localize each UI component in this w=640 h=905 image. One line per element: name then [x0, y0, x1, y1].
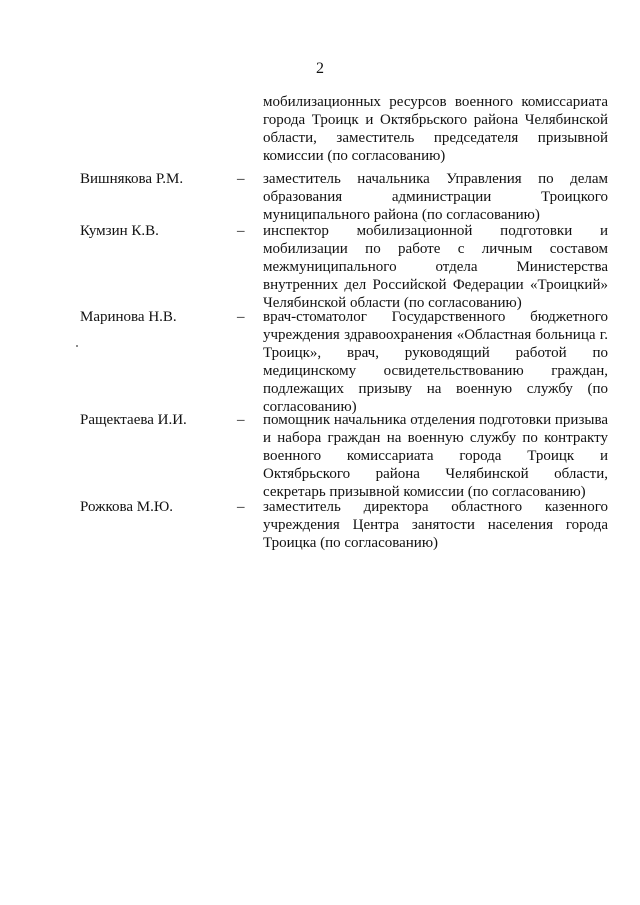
- member-name: Вишнякова Р.М.: [80, 171, 184, 187]
- continuation-text: мобилизационных ресурсов военного комиссариата города Троицк и Октябрьского района Челябинской области, заместитель председателя призывной комиссии (по согласованию): [263, 94, 608, 164]
- dash-separator: –: [237, 309, 245, 325]
- page-number: 2: [316, 60, 324, 77]
- member-role: заместитель начальника Управления по делам образования администрации Троицкого муниципального района (по согласованию): [263, 171, 608, 223]
- member-role: инспектор мобилизационной подготовки и мобилизации по работе с личным составом межмуниципального отдела Министерства внутренних дел Российской Федерации «Троицкий» Челябинской области (по согласованию): [263, 223, 608, 311]
- member-role: врач-стоматолог Государственного бюджетного учреждения здравоохранения «Областная больница г. Троицк», врач, руководящий работой по медицинскому освидетельствованию граждан, подлежащих призыву на военную службу (по согласованию): [263, 309, 608, 415]
- dash-separator: –: [237, 223, 245, 239]
- member-name: Маринова Н.В.: [80, 309, 177, 325]
- member-name: Рожкова М.Ю.: [80, 499, 174, 515]
- dash-separator: –: [237, 412, 245, 428]
- member-name: Ращектаева И.И.: [80, 412, 187, 428]
- member-role: помощник начальника отделения подготовки призыва и набора граждан на военную службу по контракту военного комиссариата города Троицк и Октябрьского района Челябинской области, секретарь призывной комиссии (по согласованию): [263, 412, 608, 500]
- scan-speck: [76, 345, 78, 347]
- member-role: заместитель директора областного казенного учреждения Центра занятости населения города Троицка (по согласованию): [263, 499, 608, 551]
- member-name: Кумзин К.В.: [80, 223, 159, 239]
- dash-separator: –: [237, 171, 245, 187]
- dash-separator: –: [237, 499, 245, 515]
